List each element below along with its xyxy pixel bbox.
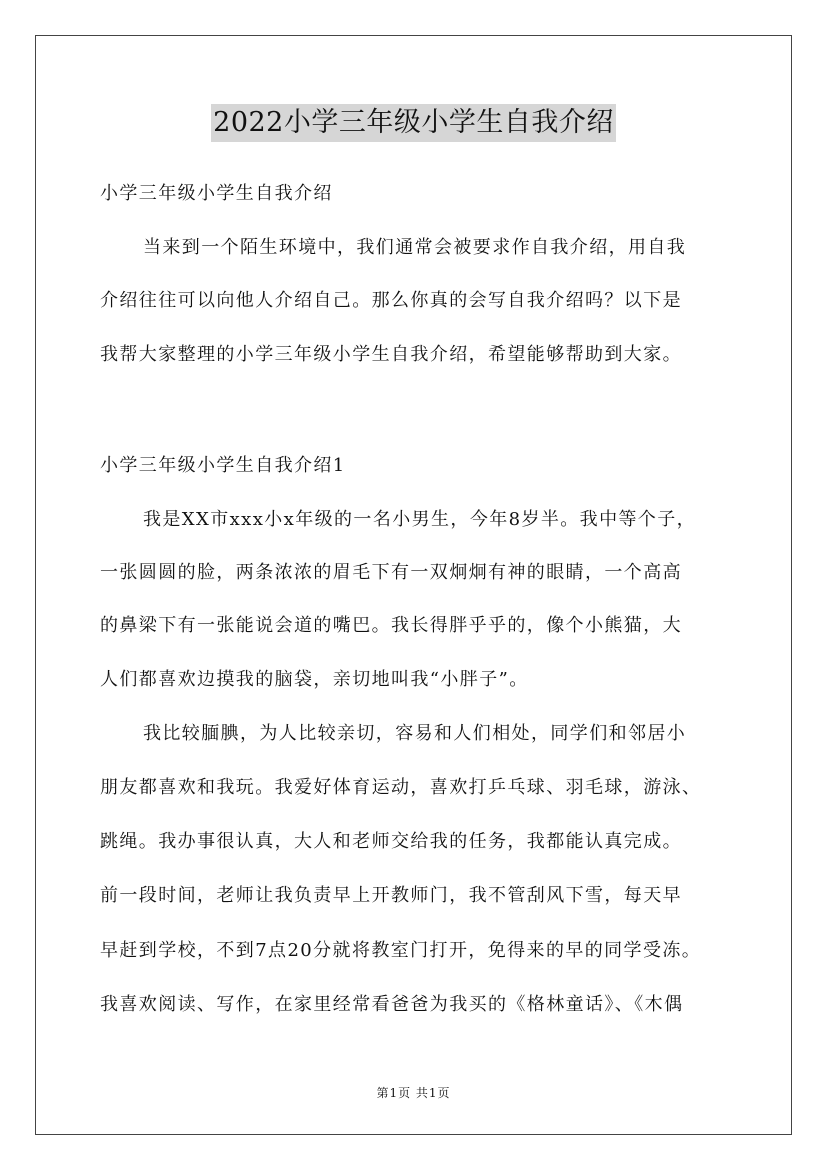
paragraph2-line-3: 跳绳。我办事很认真，大人和老师交给我的任务，我都能认真完成。 xyxy=(100,831,682,852)
document-title: 2022小学三年级小学生自我介绍 xyxy=(211,104,616,142)
section-heading: 小学三年级小学生自我介绍1 xyxy=(100,455,346,476)
paragraph2-line-1: 我比较腼腆，为人比较亲切，容易和人们相处，同学们和邻居小 xyxy=(143,723,687,744)
intro-line-3: 我帮大家整理的小学三年级小学生自我介绍，希望能够帮助到大家。 xyxy=(100,344,682,365)
paragraph1-line-1: 我是XX市xxx小x年级的一名小男生，今年8岁半。我中等个子， xyxy=(143,509,697,530)
paragraph2-line-6: 我喜欢阅读、写作，在家里经常看爸爸为我买的《格林童话》、《木偶 xyxy=(100,994,684,1015)
intro-line-1: 当来到一个陌生环境中，我们通常会被要求作自我介绍，用自我 xyxy=(143,237,687,258)
paragraph1-line-3: 的鼻梁下有一张能说会道的嘴巴。我长得胖乎乎的，像个小熊猫，大 xyxy=(100,615,682,636)
paragraph2-line-2: 朋友都喜欢和我玩。我爱好体育运动，喜欢打乒乓球、羽毛球，游泳、 xyxy=(100,777,702,798)
paragraph1-line-2: 一张圆圆的脸，两条浓浓的眉毛下有一双炯炯有神的眼睛，一个高高 xyxy=(100,562,682,583)
page-footer: 第1页 共1页 xyxy=(376,1086,451,1100)
paragraph2-line-4: 前一段时间，老师让我负责早上开教师门，我不管刮风下雪，每天早 xyxy=(100,885,682,906)
paragraph1-line-4: 人们都喜欢边摸我的脑袋，亲切地叫我“小胖子”。 xyxy=(100,669,529,690)
title-container xyxy=(0,104,827,142)
subtitle: 小学三年级小学生自我介绍 xyxy=(100,183,333,204)
paragraph2-line-5: 早赶到学校，不到7点20分就将教室门打开，免得来的早的同学受冻。 xyxy=(100,940,702,961)
intro-line-2: 介绍往往可以向他人介绍自己。那么你真的会写自我介绍吗？以下是 xyxy=(100,290,682,311)
